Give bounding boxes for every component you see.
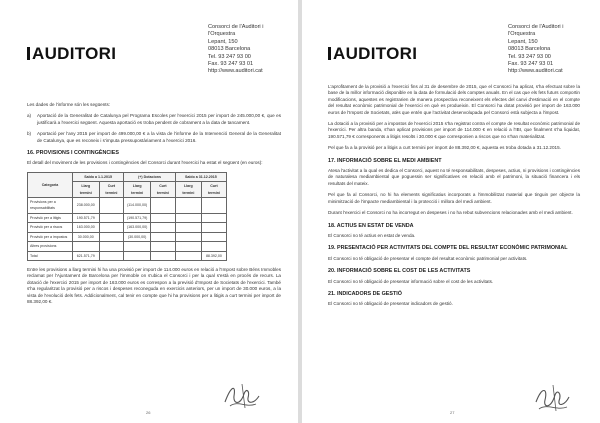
table-cell [99, 242, 124, 251]
list-item-text: Aportació de la Generalitat de Catalunya pel Programa Escoles per l'exercici 2015 per import de 245.000,00 €, que es justificarà a l'exercici següent. Aquesta aportació es troba pendent de cobrament a la data de tancament. [37, 113, 281, 125]
table-cell: 621.571,79 [73, 251, 100, 260]
table-header-row [28, 172, 227, 181]
table-cell [99, 223, 124, 232]
address-line: Fax. 93 247 93 01 [208, 61, 254, 68]
address-line: Lepant, 150 [508, 38, 538, 45]
table-cell [124, 251, 151, 260]
paragraph: El Consorci no té actius en estat de venda. [328, 232, 416, 238]
address-line: Consorci de l'Auditori i [208, 24, 264, 30]
table-row [28, 232, 227, 241]
table-cell [150, 251, 175, 260]
table-header-cell: (+) Dotacions [124, 172, 175, 181]
table-cell [201, 213, 226, 222]
section-heading: 21. INDICADORS DE GESTIÓ [328, 290, 402, 297]
table-cell [150, 232, 175, 241]
table-row [28, 213, 227, 222]
signature [532, 380, 572, 414]
table-cell: 88.392,00 [201, 251, 226, 260]
table-header-cell: Curt termini [99, 182, 124, 198]
list-item-label: a) [27, 113, 32, 119]
address-line: Fax. 93 247 93 01 [508, 61, 554, 68]
table-header-cell: Curt termini [150, 182, 175, 198]
table-cell [150, 213, 175, 222]
table-header-cell: Categoria [28, 172, 73, 197]
table-row [28, 198, 227, 214]
table-cell [201, 232, 226, 241]
page-gutter [298, 0, 302, 423]
table-row [28, 242, 227, 251]
table-cell [175, 213, 201, 222]
logo-text: AUDITORI [333, 44, 418, 63]
address-line: 08013 Barcelona [508, 46, 551, 53]
table-header-cell: Llarg termini [175, 182, 201, 198]
list-item [27, 131, 281, 144]
page-number: 26 [146, 410, 151, 415]
table-cell [99, 198, 124, 214]
paragraph: Durant l'exercici el Consorci no ha incorregut en despeses i no ha rebut subvencions relacionades amb el medi ambient. [328, 210, 573, 216]
address-block [208, 24, 294, 76]
table-cell-label: Total [28, 251, 73, 260]
table-cell [99, 251, 124, 260]
document-page-right [304, 0, 600, 423]
table-cell [175, 232, 201, 241]
section-intro: El detall del moviment de les provisions i contingències del Consorci durant l'exercici ha estat el següent (en euros): [27, 160, 263, 166]
paragraph: Pel que fa al Consorci, no hi ha elements significatius incorporats a l'immobilitzat material que tinguin per objecte la minimització de l'impacte mediambiental i la protecció i millora del medi ambient. [328, 192, 580, 204]
address-line: Tel. 93 247 93 00 [208, 53, 251, 60]
address-line: Lepant, 150 [208, 38, 238, 45]
table-cell: (30.000,00) [124, 232, 151, 241]
list-item-label: b) [27, 131, 32, 137]
paragraph: El Consorci no té obligació de presentar indicadors de gestió. [328, 301, 453, 307]
section-heading: 16. PROVISIONS I CONTINGÈNCIES [27, 150, 119, 157]
table-row [28, 223, 227, 232]
logo-mark [27, 47, 30, 60]
table-cell [175, 242, 201, 251]
table-body [28, 198, 227, 261]
paragraph: Atesa l'activitat a la qual es dedica el Consorci, aquest no té responsabilitats, despeses, actius, ni provisions i contingències de naturalesa mediambiental que poguessin ser significatives en relació amb el patrimoni, la situació financera i els resultats del mateix. [328, 168, 580, 186]
table-header-cell: Saldo a 1.1.2015 [73, 172, 124, 181]
intro-paragraph: Les dades de l'informe són les següents: [27, 102, 111, 107]
table-cell [150, 223, 175, 232]
table-cell-label: Provisió per a riscos [28, 223, 73, 232]
address-line: Consorci de l'Auditori i [508, 24, 564, 30]
table-cell [175, 223, 201, 232]
table-cell [150, 198, 175, 214]
document-body-right [328, 84, 580, 313]
paragraph: Pel que fa a la provisió per a litigis a curt termini per import de 88.392,00 €, aquesta es troba dotada a 31.12.2015. [328, 145, 561, 151]
table-header-cell: Saldo a 31.12.2015 [175, 172, 226, 181]
paragraph: La dotació a la provisió per a impostos de l'exercici 2015 s'ha registrat contra el compte de resultat econòmic patrimonial de l'exercici. Per altra banda, s'han aplicat provisions per import de 114.000 € en relació a l'IBI, que finalment s'ha liquidat, 190.571,79 € corresponents a litigis resolts i 30.000 € que corresponien a riscos que no s'han materialitzat. [328, 121, 580, 139]
table-cell [99, 232, 124, 241]
address-line: Tel. 93 247 93 00 [508, 53, 551, 60]
logo-mark [328, 47, 331, 60]
paragraph: L'aprofitament de la provisió a l'exercici fins al 31 de desembre de 2015, que el Consorci ha aplicat, s'ha efectuat sobre la base de la millor informació disponible en la data de formulació dels comptes anuals. En el cas que els fets futurs comportin modificacions, aquestes es registrarien de manera prospectiva reconeixent els efectes del canvi d'estimació en el compte del resultat econòmic patrimonial de l'exercici en què es produeixin. El Consorci ha dotat provisió per import de 163.000 euros de l'Impost de Societats, atès que entén que l'activitat desenvolupada pel Consorci està subjecta a l'impost. [328, 84, 580, 115]
auditori-logo [328, 44, 417, 64]
table-cell [201, 223, 226, 232]
table-cell-label: Provisió per a litigis [28, 213, 73, 222]
after-table-paragraph: Entre les provisions a llarg termini hi ha una provisió per import de 114.000 euros en relació a l'Impost sobre Béns Immobles reclamat per l'Ajuntament de Barcelona per l'immoble on s'ubica el Consorci i per la qual s'està en procés de recurs. La dotació de l'exercici 2015 per import de 163.000 euros es correspon a la previsió d'Impost de Societats de l'exercici. També s'ha regularitzat la provisió per a riscos i despeses reconeguda en exercicis anteriors, per un import de 30.000 euros, a la vista de l'evolució dels fets. Addicionalment, cal tenir en compte que hi ha provisions per a litigis a curt termini per import de 88.392,00 €. [27, 266, 281, 304]
section-heading: 19. PRESENTACIÓ PER ACTIVITATS DEL COMPTE DEL RESULTAT ECONÒMIC PATRIMONIAL [328, 245, 568, 252]
table-cell: (114.000,00) [124, 198, 151, 214]
table-cell [201, 198, 226, 214]
table-row [28, 251, 227, 260]
table-header-cell: Curt termini [201, 182, 226, 198]
address-line: l'Orquestra [208, 31, 236, 38]
table-cell [150, 242, 175, 251]
table-cell: (163.000,00) [124, 223, 151, 232]
table-cell [99, 213, 124, 222]
auditori-logo [27, 44, 116, 64]
logo-text: AUDITORI [32, 44, 117, 63]
list-item-text: Aportació per l'any 2015 per import de 499.000,00 € a la vista de l'informe de la Intervenció General de la Generalitat de Catalunya, que es reconeix i s'imputa pressupostàriament a l'exercici 2016. [37, 131, 281, 143]
address-line: 08013 Barcelona [208, 46, 251, 53]
section-heading: 17. INFORMACIÓ SOBRE EL MEDI AMBIENT [328, 157, 442, 164]
table-cell: (190.571,79) [124, 213, 151, 222]
table-cell: 30.000,00 [73, 232, 100, 241]
section-heading: 18. ACTIUS EN ESTAT DE VENDA [328, 222, 414, 229]
table-cell-label: Provisió per a impostos [28, 232, 73, 241]
provisions-table [27, 172, 227, 261]
table-cell: 238.000,00 [73, 198, 100, 214]
table-cell-label: Provisions per a responsabilitats [28, 198, 73, 214]
paragraph: El Consorci no té obligació de presentar el compte del resultat econòmic patrimonial per activitats. [328, 255, 528, 261]
signature [222, 378, 262, 412]
table-header-cell: Llarg termini [73, 182, 100, 198]
table-cell [175, 251, 201, 260]
table-cell-label: Altres provisions [28, 242, 73, 251]
document-body-left [27, 102, 281, 310]
address-line: http://www.auditori.cat [508, 68, 563, 75]
section-heading: 20. INFORMACIÓ SOBRE EL COST DE LES ACTIVITATS [328, 268, 471, 275]
table-header-cell: Llarg termini [124, 182, 151, 198]
address-block [508, 24, 594, 76]
table-cell [201, 242, 226, 251]
table-cell [73, 242, 100, 251]
document-page-left [0, 0, 296, 423]
table-cell [175, 198, 201, 214]
page-number: 27 [450, 410, 455, 415]
table-cell: 190.571,79 [73, 213, 100, 222]
table-cell [124, 242, 151, 251]
table-cell: 163.000,00 [73, 223, 100, 232]
address-line: http://www.auditori.cat [208, 68, 263, 75]
paragraph: El Consorci no té obligació de presentar informació sobre el cost de les activitats. [328, 278, 494, 284]
address-line: l'Orquestra [508, 31, 536, 38]
list-item [27, 113, 281, 126]
